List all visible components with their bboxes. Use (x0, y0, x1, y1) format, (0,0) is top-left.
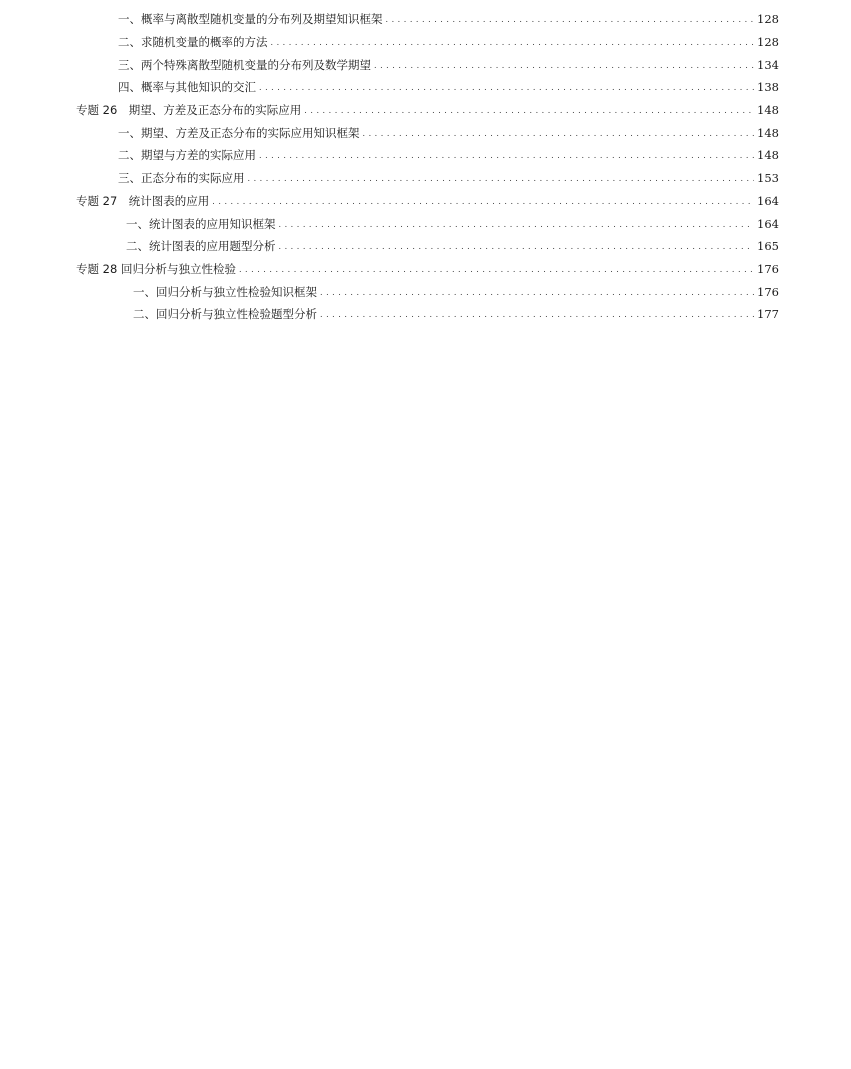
toc-page-number: 134 (757, 57, 779, 72)
toc-section-entry[interactable] (0, 76, 851, 99)
toc-section-entry[interactable] (0, 53, 851, 76)
toc-page-number: 128 (757, 35, 779, 50)
toc-entry-title: 专题 27 统计图表的应用 (76, 193, 210, 208)
toc-entry-title: 三、正态分布的实际应用 (118, 171, 245, 186)
toc-dot-leader (248, 171, 755, 185)
toc-entry-title: 四、概率与其他知识的交汇 (118, 80, 256, 95)
toc-section-entry[interactable] (0, 144, 851, 167)
toc-dot-leader (386, 12, 755, 26)
toc-entry-title: 一、期望、方差及正态分布的实际应用知识框架 (118, 125, 360, 140)
toc-topic-entry[interactable] (0, 99, 851, 122)
toc-page-number: 164 (757, 216, 779, 231)
toc-entry-title: 三、两个特殊离散型随机变量的分布列及数学期望 (118, 57, 371, 72)
toc-page-number: 176 (757, 261, 779, 276)
toc-dot-leader (374, 58, 754, 72)
toc-page-number: 165 (757, 239, 779, 254)
toc-entry-title: 二、求随机变量的概率的方法 (118, 35, 268, 50)
toc-dot-leader (239, 262, 754, 276)
toc-dot-leader (212, 194, 754, 208)
toc-section-entry[interactable] (0, 280, 851, 303)
toc-page-number: 177 (757, 307, 779, 322)
toc-entry-title: 二、期望与方差的实际应用 (118, 148, 256, 163)
toc-topic-entry[interactable] (0, 258, 851, 281)
toc-dot-leader (304, 103, 754, 117)
toc-entry-title: 专题 28 回归分析与独立性检验 (76, 261, 236, 276)
toc-entry-title: 一、统计图表的应用知识框架 (126, 216, 276, 231)
toc-section-entry[interactable] (0, 235, 851, 258)
toc-page-number: 148 (757, 148, 779, 163)
toc-section-entry[interactable] (0, 8, 851, 31)
toc-page-number: 176 (757, 284, 779, 299)
toc-entry-title: 一、回归分析与独立性检验知识框架 (133, 284, 317, 299)
table-of-contents (0, 8, 851, 326)
toc-dot-leader (259, 148, 754, 162)
toc-dot-leader (320, 285, 754, 299)
toc-topic-entry[interactable] (0, 190, 851, 213)
toc-entry-title: 专题 26 期望、方差及正态分布的实际应用 (76, 103, 302, 118)
toc-page-number: 153 (757, 171, 779, 186)
toc-dot-leader (279, 239, 755, 253)
toc-section-entry[interactable] (0, 31, 851, 54)
toc-page-number: 148 (757, 103, 779, 118)
toc-page-number: 128 (757, 12, 779, 27)
toc-page-number: 164 (757, 193, 779, 208)
toc-dot-leader (279, 217, 755, 231)
toc-entry-title: 二、统计图表的应用题型分析 (126, 239, 276, 254)
toc-entry-title: 一、概率与离散型随机变量的分布列及期望知识框架 (118, 12, 383, 27)
toc-section-entry[interactable] (0, 212, 851, 235)
toc-section-entry[interactable] (0, 303, 851, 326)
toc-dot-leader (259, 80, 754, 94)
toc-dot-leader (320, 307, 754, 321)
toc-entry-title: 二、回归分析与独立性检验题型分析 (133, 307, 317, 322)
toc-dot-leader (363, 126, 755, 140)
toc-dot-leader (271, 35, 755, 49)
toc-page-number: 138 (757, 80, 779, 95)
toc-section-entry[interactable] (0, 167, 851, 190)
toc-page-number: 148 (757, 125, 779, 140)
toc-section-entry[interactable] (0, 121, 851, 144)
